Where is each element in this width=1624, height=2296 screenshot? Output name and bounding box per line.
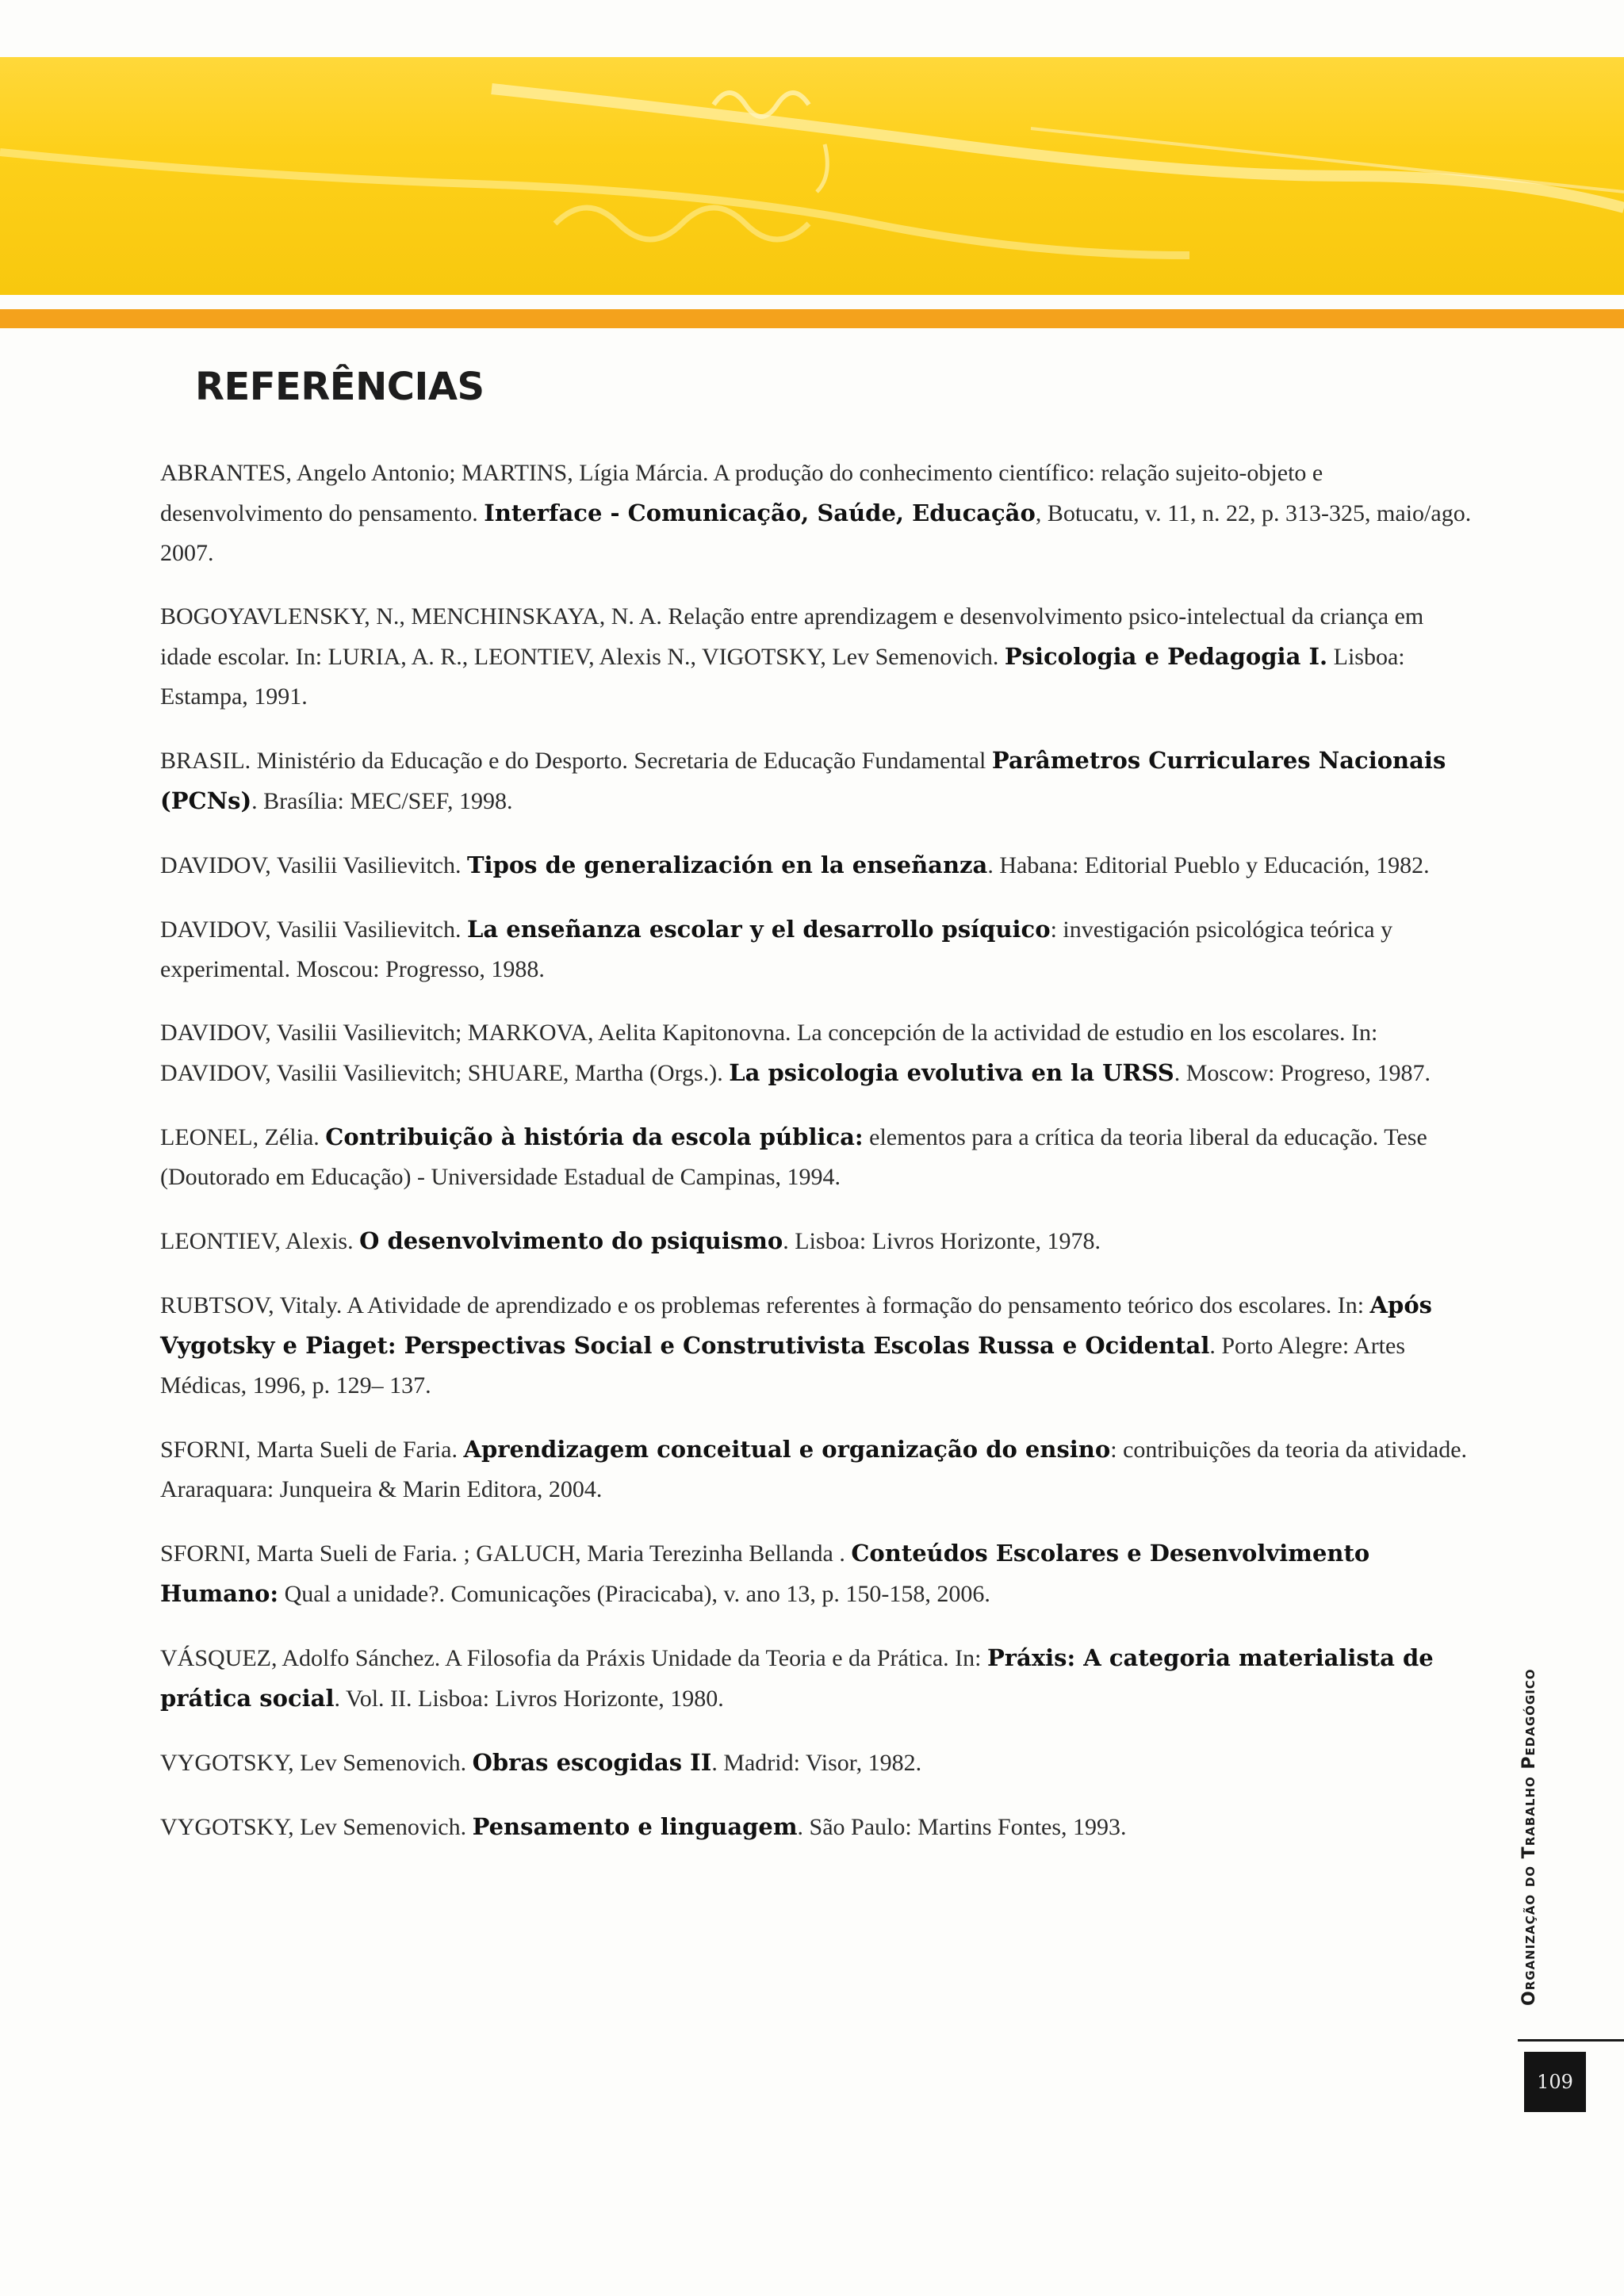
footer-rule bbox=[1518, 2039, 1624, 2042]
reference-text: LEONTIEV, Alexis. bbox=[160, 1228, 360, 1254]
reference-title: Tipos de generalización en la enseñanza bbox=[466, 851, 988, 878]
reference-details: . Habana: Editorial Pueblo y Educación, 1982. bbox=[987, 852, 1430, 878]
reference-entry bbox=[160, 1807, 1477, 1847]
page-number-box bbox=[1524, 2052, 1586, 2112]
reference-details: . Vol. II. Lisboa: Livros Horizonte, 1980. bbox=[334, 1686, 724, 1712]
reference-text: DAVIDOV, Vasilii Vasilievitch. bbox=[160, 852, 467, 878]
reference-details: : contribuições da teoria da atividade. Araraquara: Junqueira & Marin Editora, 2004. bbox=[160, 1437, 1468, 1502]
page-title: REFERÊNCIAS bbox=[195, 365, 485, 409]
reference-title: Contribuição à história da escola pública: bbox=[325, 1123, 864, 1150]
reference-entry bbox=[160, 909, 1477, 989]
reference-entry bbox=[160, 597, 1477, 717]
reference-entry bbox=[160, 740, 1477, 821]
reference-title: Práxis: A categoria materialista de prática social bbox=[160, 1644, 1434, 1712]
reference-details: . Brasília: MEC/SEF, 1998. bbox=[251, 788, 513, 814]
reference-text: VÁSQUEZ, Adolfo Sánchez. A Filosofia da Práxis Unidade da Teoria e da Prática. In: bbox=[160, 1645, 987, 1671]
reference-text: BOGOYAVLENSKY, N., MENCHINSKAYA, N. A. Relação entre aprendizagem e desenvolvimento psico-intelectual da criança em idade escolar. In: LURIA, A. R., LEONTIEV, Alexis N., VIGOTSKY, Lev Semenovich. bbox=[160, 603, 1424, 670]
reference-title: Pensamento e linguagem bbox=[472, 1813, 798, 1840]
reference-entry bbox=[160, 453, 1477, 573]
reference-details: Qual a unidade?. Comunicações (Piracicaba), v. ano 13, p. 150-158, 2006. bbox=[278, 1581, 990, 1607]
reference-title: Após Vygotsky e Piaget: Perspectivas Social e Construtivista Escolas Russa e Ocidental bbox=[160, 1292, 1432, 1359]
reference-text: SFORNI, Marta Sueli de Faria. ; GALUCH, Maria Terezinha Bellanda . bbox=[160, 1540, 852, 1567]
reference-text: VYGOTSKY, Lev Semenovich. bbox=[160, 1814, 473, 1840]
reference-details: . São Paulo: Martins Fontes, 1993. bbox=[797, 1814, 1127, 1840]
reference-title: Conteúdos Escolares e Desenvolvimento Humano: bbox=[160, 1540, 1370, 1607]
reference-title: Parâmetros Curriculares Nacionais (PCNs) bbox=[160, 747, 1446, 814]
reference-text: DAVIDOV, Vasilii Vasilievitch; MARKOVA, Aelita Kapitonovna. La concepción de la actividad de estudio en los escolares. In: DAVIDOV, Vasilii Vasilievitch; SHUARE, Martha (Orgs.). bbox=[160, 1020, 1378, 1086]
orange-divider-bar bbox=[0, 309, 1624, 328]
reference-entry bbox=[160, 1743, 1477, 1783]
reference-title: Interface - Comunicação, Saúde, Educação bbox=[484, 499, 1036, 526]
reference-text: RUBTSOV, Vitaly. A Atividade de aprendizado e os problemas referentes à formação do pensamento teórico dos escolares. In: bbox=[160, 1292, 1370, 1318]
vertical-section-label bbox=[1519, 1668, 1567, 2014]
reference-entry bbox=[160, 845, 1477, 886]
reference-details: . Lisboa: Livros Horizonte, 1978. bbox=[783, 1228, 1101, 1254]
reference-list bbox=[160, 453, 1477, 1871]
reference-title: Aprendizagem conceitual e organização do ensino bbox=[463, 1436, 1111, 1463]
reference-text: DAVIDOV, Vasilii Vasilievitch. bbox=[160, 916, 467, 943]
reference-title: La enseñanza escolar y el desarrollo psíquico bbox=[466, 916, 1051, 943]
reference-title: Obras escogidas II bbox=[472, 1749, 712, 1776]
reference-title: O desenvolvimento do psiquismo bbox=[359, 1227, 783, 1254]
reference-entry bbox=[160, 1638, 1477, 1719]
reference-details: . Porto Alegre: Artes Médicas, 1996, p. 129– 137. bbox=[160, 1333, 1406, 1399]
header-banner bbox=[0, 57, 1624, 295]
reference-details: : investigación psicológica teórica y experimental. Moscou: Progresso, 1988. bbox=[160, 916, 1393, 982]
reference-entry bbox=[160, 1013, 1477, 1093]
reference-text: LEONEL, Zélia. bbox=[160, 1124, 326, 1150]
reference-text: ABRANTES, Angelo Antonio; MARTINS, Lígia Márcia. A produção do conhecimento científico: relação sujeito-objeto e desenvolvimento do pensamento. bbox=[160, 460, 1323, 526]
page-number: 109 bbox=[1537, 2071, 1573, 2093]
reference-details: . Madrid: Visor, 1982. bbox=[711, 1750, 922, 1776]
reference-entry bbox=[160, 1429, 1477, 1510]
section-label-text: Organização do Trabalho Pedagógico bbox=[1519, 1668, 1539, 2006]
reference-entry bbox=[160, 1117, 1477, 1197]
reference-details: Lisboa: Estampa, 1991. bbox=[160, 644, 1405, 710]
reference-text: SFORNI, Marta Sueli de Faria. bbox=[160, 1437, 464, 1463]
reference-text: VYGOTSKY, Lev Semenovich. bbox=[160, 1750, 473, 1776]
reference-text: BRASIL. Ministério da Educação e do Desporto. Secretaria de Educação Fundamental bbox=[160, 748, 992, 774]
reference-entry bbox=[160, 1221, 1477, 1261]
banner-handwriting-decoration bbox=[0, 57, 1624, 295]
reference-title: Psicologia e Pedagogia I. bbox=[1004, 643, 1328, 670]
reference-details: elementos para a crítica da teoria liberal da educação. Tese (Doutorado em Educação) - Universidade Estadual de Campinas, 1994. bbox=[160, 1124, 1427, 1190]
reference-entry bbox=[160, 1533, 1477, 1614]
reference-title: La psicologia evolutiva en la URSS bbox=[729, 1059, 1174, 1086]
reference-entry bbox=[160, 1285, 1477, 1406]
reference-details: . Moscow: Progreso, 1987. bbox=[1174, 1060, 1431, 1086]
reference-details: , Botucatu, v. 11, n. 22, p. 313-325, maio/ago. 2007. bbox=[160, 500, 1472, 566]
